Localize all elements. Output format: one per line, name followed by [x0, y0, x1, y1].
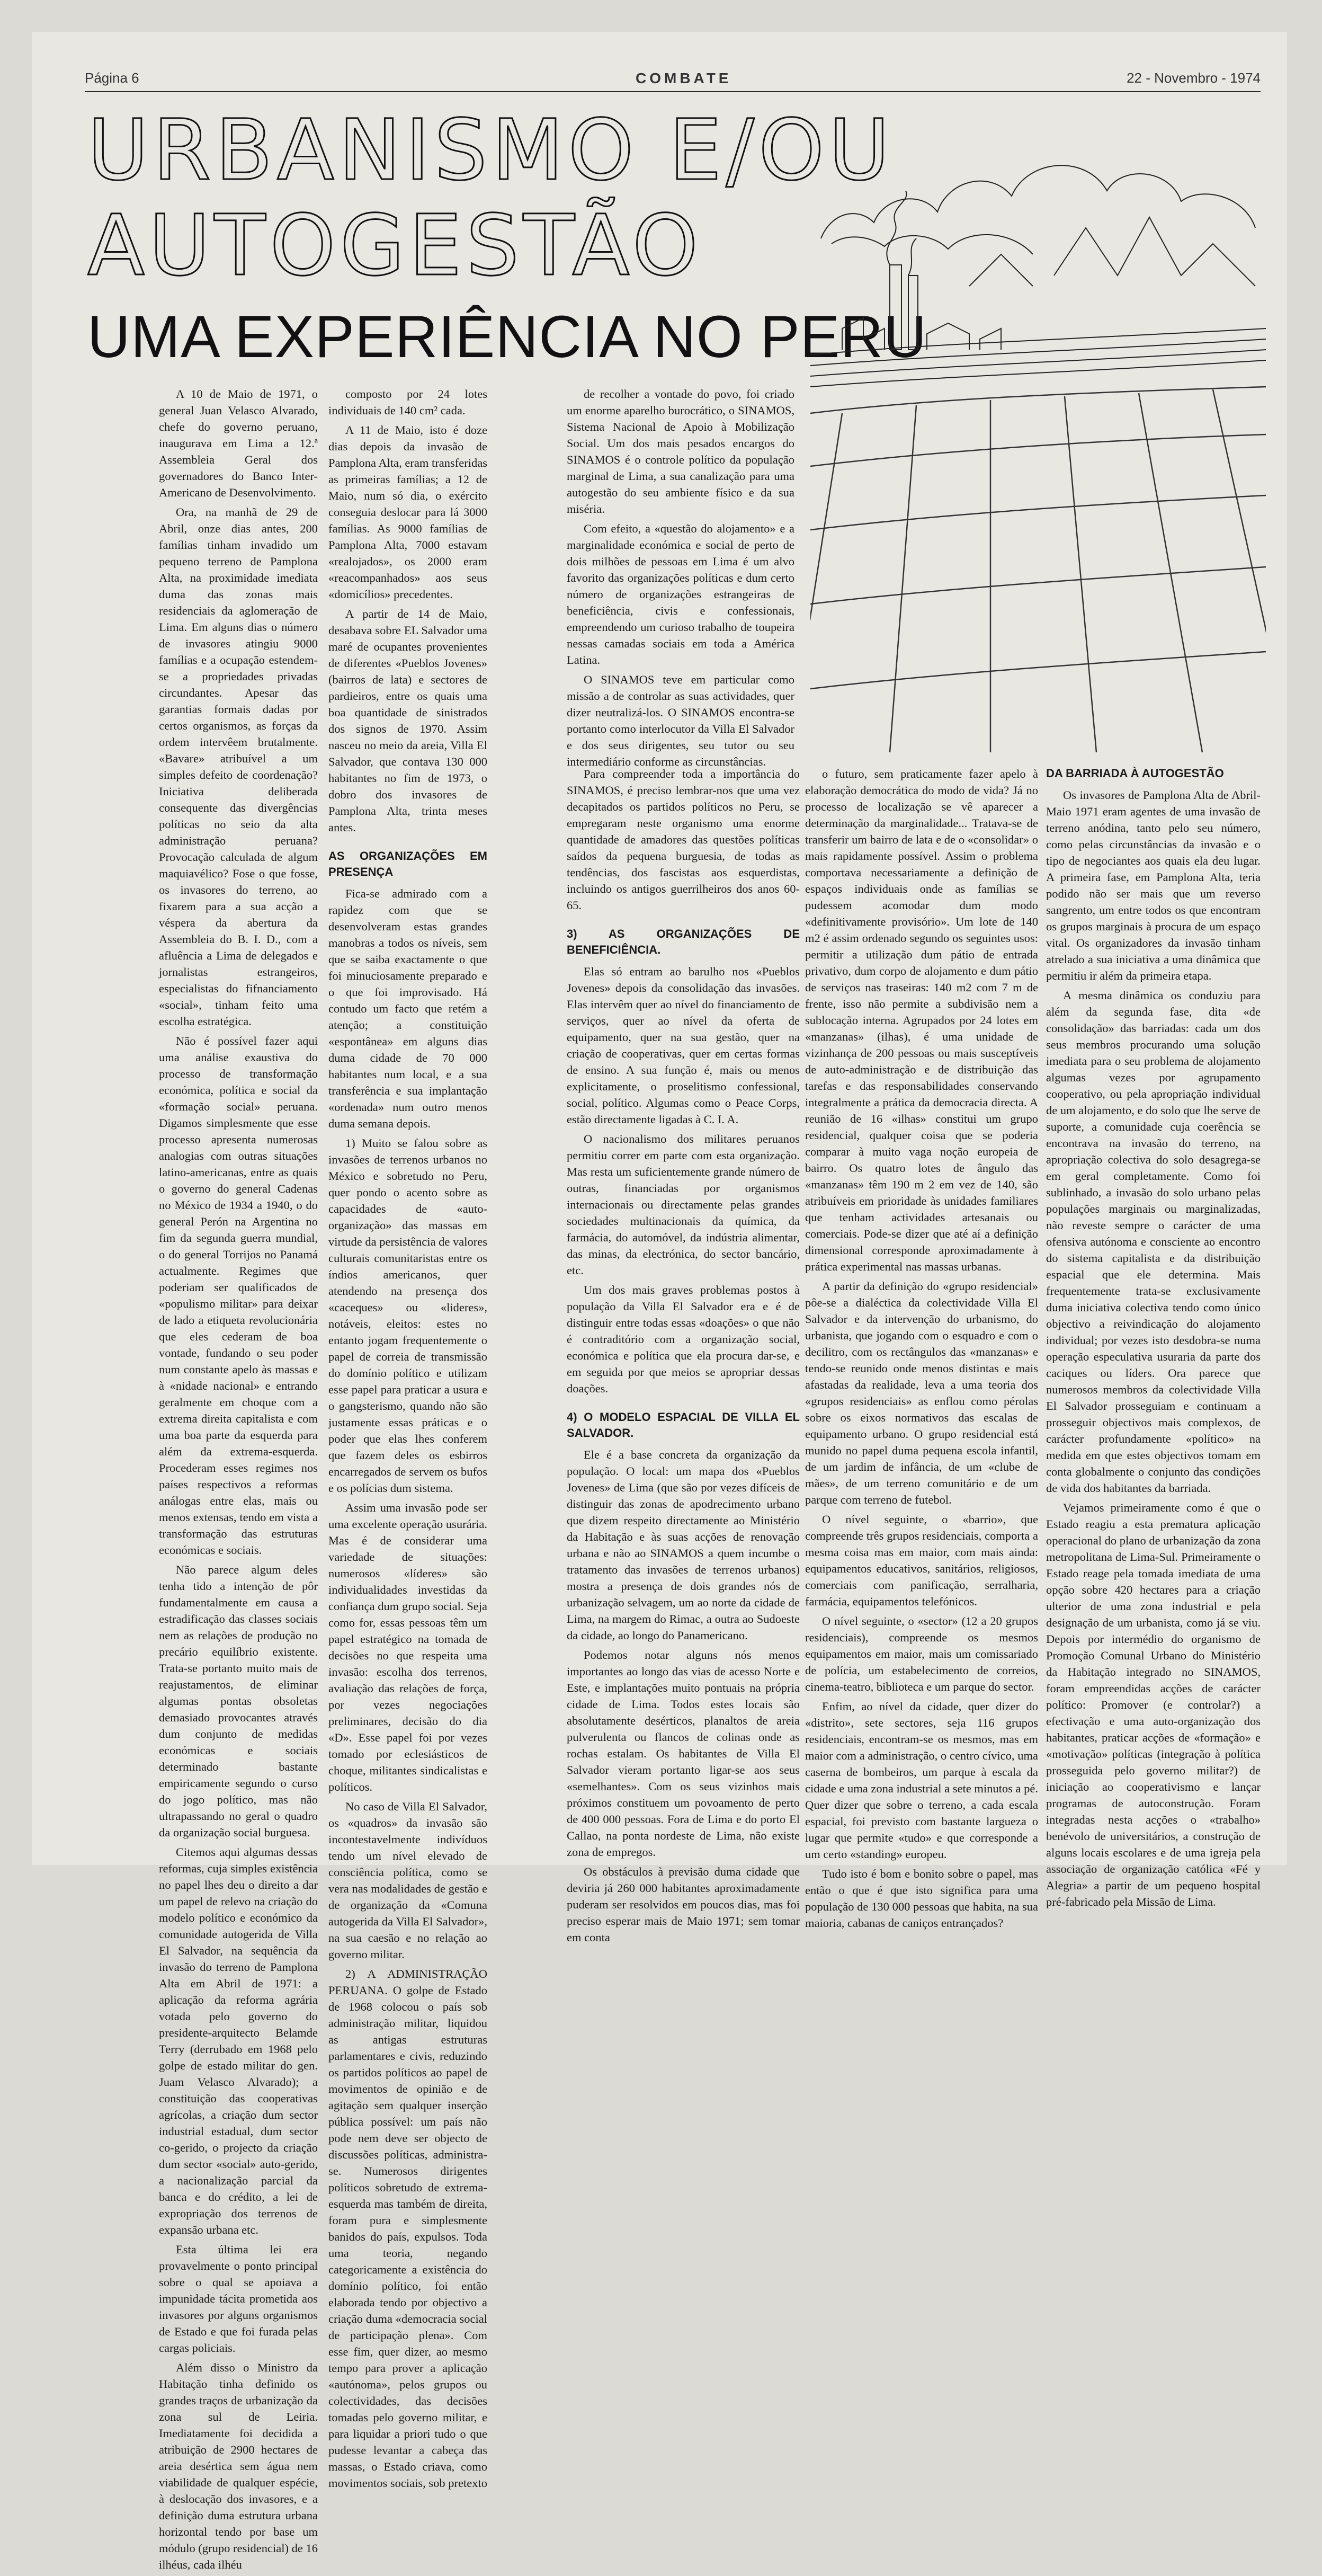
- paragraph: A mesma dinâmica os conduziu para além da segunda fase, dita «de consolidação» das barriadas: cada um dos seus membros procurando uma solução imediata para o seu problema de alojamento algumas vezes por agrupamento cooperativo, ou pela apropriação individual de um alojamento, e do solo que lhe serve de suporte, a comunidade cuja coerência se encontrava na invasão do terreno, na apropriação colectiva do solo desagrega-se em geral completamente. Como foi sublinhado, a invasão do solo urbano pelas populações marginais ou marginalizadas, não reveste sempre o carácter de uma ofensiva autónoma e consciente ao encontro do sistema capitalista e da distribuição espacial que ele determina. Mais frequentemente trata-se exclusivamente duma iniciativa colectiva tendo como único objectivo a reivindicação do alojamento individual; por vezes isto desdobra-se numa operação especulativa usuraria da parte dos caciques ou líders. Ora parece que numerosos membros da colectividade Villa El Salvador prosseguiam e continuam a prosseguir objectivos mais complexos, de carácter profundamente «político» na medida em que estes objectivos tomam em conta globalmente o conjunto das condições de vida dos habitantes da barriada.: [1046, 989, 1261, 1495]
- section-heading: 4) O MODELO ESPACIAL DE VILLA EL SALVADOR.: [567, 1410, 800, 1440]
- paragraph: Fica-se admirado com a rapidez com que se desenvolveram estas grandes manobras a todos os níveis, sem que se saiba exactamente o que foi minuciosamente preparado e o que foi improvisado. Há contudo um facto que retém a atenção; a constituição «espontânea» em alguns dias duma cidade de 70 000 habitantes num local, e a sua transferência e sua implantação «ordenada» num outro menos duma semana depois.: [328, 887, 487, 1130]
- masthead: COMBATE: [636, 70, 732, 86]
- paragraph: A 10 de Maio de 1971, o general Juan Velasco Alvarado, chefe do governo peruano, inaugurava em Lima a 12.ª Assembleia Geral dos governadores do Banco Inter-Americano de Desenvolvimento.: [159, 387, 318, 499]
- paragraph: de recolher a vontade do povo, foi criado um enorme aparelho burocrático, o SINAMOS, Sistema Nacional de Apoio à Mobilização Social. Um dos mais pesados encargos do SINAMOS é o controle político da população marginal de Lima, a sua canalização para uma autogestão do seu ambiente físico e da sua miséria.: [567, 387, 794, 516]
- paragraph: 1) Muito se falou sobre as invasões de terrenos urbanos no México e sobretudo no Peru, quer pondo o acento sobre as capacidades de «auto-organização» das massas em virtude da persistência de valores culturais comunitaristas entre os índios americanos, quer atendendo na presença dos «caceques» ou «lideres», notáveis, eleitos: estes no entanto jogam frequentemente o papel de correia de transmissão do domínio político e utilizam esse papel para praticar a usura e o gangsterismo, quando não são justamente essas práticas e o poder que elas lhes conferem que fazem deles os esbirros encarregados de servem os bufos e os polícias dum sistema.: [328, 1136, 487, 1495]
- paragraph: Ele é a base concreta da organização da população. O local: um mapa dos «Pueblos Jovenes» de Lima (que são por vezes difíceis de distinguir das zonas de apodrecimento urbano que dizem respeito directamente ao Ministério da Habitação e às suas acções de renovação urbana e não ao SINAMOS a quem incumbe o tratamento das invasões de terrenos urbanos) mostra a presença de dois grandes nós de urbanização selvagem, um ao norte da cidade de Lima, na margem do Rimac, a outra ao Sudoeste da cidade, ao longo do Panamericano.: [567, 1448, 800, 1642]
- paragraph: Os obstáculos à previsão duma cidade que deviria já 260 000 habitantes aproximadamente puderam ser resolvidos em poucos dias, mas foi preciso esperar mais de Maio 1971; sem tomar em conta: [567, 1865, 800, 1944]
- paragraph: Não parece algum deles tenha tido a intenção de pôr fundamentalmente em causa a estradificação das classes sociais nem as relações de produção no precário equilíbrio existente. Trata-se portanto muito mais de reajustamentos, de eliminar algumas pontas obsoletas demasiado provocantes através dum conjunto de medidas económicas e sociais determinado bastante empiricamente segundo o curso do jogo político, mas não ultrapassando no geral o quadro da organização social burguesa.: [159, 1563, 318, 1839]
- headline-line-2: AUTOGESTÃO: [87, 197, 703, 295]
- paragraph: Vejamos primeiramente como é que o Estado reagiu a esta prematura aplicação operacional do plano de urbanização da zona metropolitana de Lima-Sul. Primeiramente o Estado reage pela tomada imediata de uma opção sobre 420 hectares para a criação ulterior de uma zona industrial e pela designação de um urbanista, como já se viu. Depois por intermédio do organismo de Promoção Comunal Urbano do Ministério da Habitação integrado no SINAMOS, foram empreendidas acções de carácter político: Promover (e controlar?) a efectivação e uma auto-organização dos habitantes, praticar acções de «formação» e «motivação» políticas (integração à política prosseguida pelo governo militar?) de iniciação ao cooperativismo e lançar programas de autoconstrução. Foram integradas nesta acções o «trabalho» benévolo de universitários, a construção de alguns locais escolares e de uma igreja pela associação de organização católica «Fé y Alegria» a partir de um pequeno hospital pré-fabricado pela Missão de Lima.: [1046, 1501, 1261, 1908]
- paragraph: No caso de Villa El Salvador, os «quadros» da invasão são incontestavelmente indivíduos tendo um nível elevado de consciência política, como se vera nas modalidades de gestão e de organização da «Comuna autogerida da Villa El Salvador», na sua caesão e no relação ao governo militar.: [328, 1800, 487, 1961]
- headline-line-1: URBANISMO E/OU: [87, 102, 894, 199]
- paragraph: Além disso o Ministro da Habitação tinha definido os grandes traços de urbanização da zona sul de Leiria. Imediatamente foi decidida a atribuição de 2900 hectares de areia desértica sem água nem viabilidade de qualquer espécie, à deslocação dos invasores, e a definição duma estrutura urbana horizontal tendo por base um módulo (grupo residencial) de 16 ilhéus, cada ilhéu: [159, 2361, 318, 2571]
- section-heading: 3) AS ORGANIZAÇÕES DE BENEFICIÊNCIA.: [567, 927, 800, 956]
- paragraph: Esta última lei era provavelmente o ponto principal sobre o qual se apoiava a impunidade tácita prometida aos invasores por alguns organismos de Estado e que foi furada pelas cargas policiais.: [159, 2243, 318, 2355]
- paragraph: O SINAMOS teve em particular como missão a de controlar as suas actividades, quer dizer neutralizá-los. O SINAMOS encontra-se portanto como interlocutor da Villa El Salvador e dos seus dirigentes, seu tutor ou seu intermediário conforme as circunstâncias.: [567, 673, 794, 768]
- paragraph: Os invasores de Pamplona Alta de Abril-Maio 1971 eram agentes de uma invasão de terreno anódina, tanto pelo seu número, como pelas circunstâncias da invasão e o tipo de negociantes aos quais ela deu lugar. A primeira fase, em Pamplona Alta, teria podido não ser mais que um reverso sangrento, um entre todos os que encontram os grupos marginais à procura de um espaço vital. Os organizadores da invasão tinham atrelado a sua iniciativa a uma dinâmica que permitiu ir além da primeira etapa.: [1046, 788, 1261, 982]
- paragraph: Tudo isto é bom e bonito sobre o papel, mas então o que é que isto significa para uma população de 130 000 pessoas que habita, na sua maioria, cabanas de caniços entrançados?: [805, 1867, 1038, 1930]
- paragraph: o futuro, sem praticamente fazer apelo à elaboração democrática do modo de vida? Já no processo de localização se vê aparecer a determinação da marginalidade... Tratava-se de transferir um bairro de lata e de o «consolidar» o mais rapidamente possível. Assim o problema comportava necessariamente a definição de espaços individuais onde as famílias se pudessem acomodar dum modo «definitivamente provisório». Um lote de 140 m2 é assim ordenado segundo os seguintes usos: permitir a utilização dum pátio de entrada privativo, dum corpo de alojamento e dum pátio de serviços nas traseiras: 140 m2 com 7 m de frente, isso não permite a subdivisão nem a sublocação interna. Agrupados por 24 lotes em «manzanas» (ilhas), é uma unidade de vizinhança de 200 pessoas ou mais susceptíveis de auto-administração e de distribuição das tarefas e das responsabilidades conservando integralmente a prática da democracia directa. A reunião de 16 «ilhas» constitui um grupo residencial, qualquer coisa que se poderia comparar à muito vaga noção europeia de bairro. Os quatro lotes de ângulo das «manzanas» têm 190 m 2 em vez de 140, são atribuíveis em prioridade às unidades familiares que tenham actividades artesanais ou comerciais. Pode-se dizer que até aí a definição dimensional corresponde aproximadamente à prática experimental nas massas urbanas.: [805, 767, 1038, 1273]
- article-column-4: [567, 766, 800, 1949]
- article-column-1: [159, 386, 318, 2576]
- issue-date: 22 - Novembro - 1974: [1127, 70, 1261, 86]
- paragraph: Elas só entram ao barulho nos «Pueblos Jovenes» depois da consolidação das invasões. Elas intervêm quer ao nível do financiamento de serviços, quer ao nível da oferta de equipamento, quer na sua gestão, quer na criação de cooperativas, quer em certas formas de ensino. A sua função é, mais ou menos explicitamente, o proselitismo confessional, social, político. Algumas como o Peace Corps, estão directamente ligadas à C. I. A.: [567, 965, 800, 1126]
- paragraph: Não é possível fazer aqui uma análise exaustiva do processo de transformação económica, política e social da «formação social» peruana. Digamos simplesmente que esse processo apresenta numerosas analogias com outras situações latino-americanas, entre as quais o governo do general Cadenas no México de 1934 a 1940, o do general Perón na Argentina no fim da segunda guerra mundial, o do general Torrijos no Panamá actualmente. Regimes que poderiam ser qualificados de «populismo militar» para deixar de lado a etiqueta revolucionária que eles cederam de boa vontade, fundando o seu poder num constante apelo às massas e à «nidade nacional» e entrando geralmente em choque com a extrema direita capitalista e com uma boa parte da esquerda para além da extrema-esquerda. Procederam esses regimes nos países respectivos a reformas análogas entre elas, mais ou menos extensas, tendo em vista a transformação das estruturas económicas e sociais.: [159, 1034, 318, 1557]
- paragraph: 2) A ADMINISTRAÇÃO PERUANA. O golpe de Estado de 1968 colocou o país sob administração militar, liquidou as antigas estruturas parlamentares e civis, reduzindo os partidos políticos ao papel de movimentos de opinião e de agitação sem qualquer inserção pública possível: um país não pode nem deve ser objecto de discussões políticas, administra- se. Numerosos dirigentes políticos sobretudo de extrema-esquerda mas também de direita, foram pura e simplesmente banidos do país, expulsos. Toda uma teoria, negando categoricamente a existência do domínio político, foi então elaborada tendo por objectivo a criação duma «democracia social de participação plena». Com esse fim, quer dizer, ao mesmo tempo para prover a aplicação «autónoma», pelos grupos ou colectividades, das decisões tomadas pelo governo militar, e para liquidar a priori tudo o que pudesse levantar a cabeça das massas, o Estado criava, como movimentos sociais, sob pretexto: [328, 1967, 487, 2490]
- paragraph: Assim uma invasão pode ser uma excelente operação usurária. Mas é de considerar uma variedade de situações: numerosos «líderes» são individualidades investidas da confiança dum grupo social. Seja como for, essas pessoas têm um papel estratégico na tomada de decisões no que respeita uma invasão: escolha dos terrenos, avaliação das relações de força, por vezes negociações preliminares, decisão do dia «D». Esse papel foi por vezes tomado por eclesiásticos de choque, militantes sindicalistas e políticos.: [328, 1501, 487, 1793]
- cityscape-grid-drawing: [810, 117, 1266, 752]
- paragraph: O nacionalismo dos militares peruanos permitiu correr em parte com esta organização. Mas resta um suficientemente grande número de outras, financiadas por organismos internacionais ou directamente pelas grandes sociedades multinacionais da química, da farmácia, do automóvel, da indústria alimentar, das minas, da electrónica, do sector bancário, etc.: [567, 1132, 800, 1277]
- paragraph: composto por 24 lotes individuais de 140 cm² cada.: [328, 387, 487, 417]
- article-column-3: [567, 386, 794, 773]
- paragraph: Um dos mais graves problemas postos à população da Villa El Salvador era e é de distinguir entre todas essas «doações» o que não é contraditório com a organização social, económica e política que ela procura dar-se, e em seguida por que meios se apropriar dessas doações.: [567, 1283, 800, 1395]
- paragraph: Para compreender toda a importância do SINAMOS, é preciso lembrar-nos que uma vez decapitados os partidos políticos no Peru, se empregaram neste organismo uma enorme quantidade de amadores das questões políticas saídos da pequena burguesia, de todas as tendências, dos fascistas aos esquerdistas, incluindo os antigos guerrilheiros dos anos 60-65.: [567, 767, 800, 912]
- paragraph: Com efeito, a «questão do alojamento» e a marginalidade económica e social de perto de dois milhões de pessoas em Lima é um alvo favorito das organizações políticas e dum certo número de organizações estrangeiras de beneficiência, civis e confessionais, empreendendo um curioso trabalho de toupeira nessas camadas sociais em toda a América Latina.: [567, 522, 794, 667]
- page-number: Página 6: [85, 70, 139, 86]
- paragraph: O nível seguinte, o «barrio», que compreende três grupos residenciais, comporta a mesma coisa mas em maior, com mais ainda: equipamentos educativos, sanitários, religiosos, comerciais com panificação, serralharia, farmácia, equipamentos telefónicos.: [805, 1513, 1038, 1608]
- paragraph: Citemos aqui algumas dessas reformas, cuja simples existência no papel lhes deu o direito a dar um papel de relevo na criação do modelo político e económico da comunidade autogerida de Villa El Salvador, na sequência da invasão do terreno de Pamplona Alta em Abril de 1971: a aplicação da reforma agrária votada pelo governo do presidente-arquitecto Belamde Terry (derrubado em 1968 pelo golpe de estado militar do gen. Juam Velasco Alvarado); a constituição das cooperativas agrícolas, a criação dum sector industrial estadual, dum sector co-gerido, o projecto da criação dum sector «social» auto-gerido, a nacionalização parcial da banca e do crédito, a lei de expropriação dos terrenos de expansão urbana etc.: [159, 1845, 318, 2236]
- paragraph: O nível seguinte, o «sector» (12 a 20 grupos residenciais), compreende os mesmos equipamentos em maior, mais um comissariado de polícia, um estabelecimento de correios, cinema-teatro, biblioteca e um parque do sector.: [805, 1614, 1038, 1693]
- article-column-2: [328, 386, 487, 2494]
- section-heading: DA BARRIADA À AUTOGESTÃO: [1046, 767, 1224, 780]
- paragraph: Enfim, ao nível da cidade, quer dizer do «distrito», sete sectores, seja 116 grupos residenciais, encontram-se os mesmos, mas em maior com a administração, o centro cívico, uma caserna de bombeiros, um parque à escala da cidade e uma zona industrial a sete minutos a pé. Quer dizer que sobre o terreno, a cada escala espacial, foi previsto com bastante largueza o lugar que permite «tudo» e que corresponde a um certo «standing» europeu.: [805, 1700, 1038, 1861]
- article-column-5: [805, 766, 1038, 1934]
- article-column-6: [1046, 766, 1261, 1913]
- page-header: [85, 70, 1261, 91]
- paragraph: A 11 de Maio, isto é doze dias depois da invasão de Pamplona Alta, eram transferidas as primeiras famílias; a 12 de Maio, num só dia, o exército conseguia deslocar para lá 3000 famílias. As 9000 famílias de Pamplona Alta, 7000 estavam «realojados», os 2000 eram «reacompanhados» aos seus «domicílios» precedentes.: [328, 423, 487, 601]
- paragraph: A partir da definição do «grupo residencial» pôe-se a dialéctica da colectividade Villa El Salvador e da intervenção do urbanismo, do urbanista, que jogando com o esquadro e com o decilitro, com os rectângulos das «manzanas» e tendo-se reunido onde menos distintas e mais afastadas da realidade, leva a uma teoria dos «grupos residenciais» as enflou como pérolas sobre os eixos normativos das escalas de equipamento urbano. O grupo residencial está munido no papel duma pequena escola infantil, de um jardim de infância, de um «clube de mães», de um terreno comunitário e de um parque com terreno de futebol.: [805, 1280, 1038, 1506]
- header-rule: [85, 91, 1261, 92]
- section-heading: AS ORGANIZAÇÕES EM PRESENÇA: [328, 849, 487, 878]
- subheadline: UMA EXPERIÊNCIA NO PERU: [87, 304, 927, 370]
- paragraph: Podemos notar alguns nós menos importantes ao longo das vias de acesso Norte e Este, e implantações muito pontuais na própria cidade de Lima. Todos estes locais são absolutamente desérticos, planaltos de areia pulverulenta ou flancos de colinas onde as rochas estalam. Os habitantes de Villa El Salvador vieram portanto ligar-se aos seus «semelhantes». Com os seus vizinhos mais próximos constituem um povoamento de perto de 400 000 pessoas. Fora de Lima e do porto El Callao, na ponta nordeste de Lima, não existe zona de empregos.: [567, 1648, 800, 1859]
- paragraph: A partir de 14 de Maio, desabava sobre EL Salvador uma maré de ocupantes provenientes de diferentes «Pueblos Jovenes» (bairros de lata) e sectores de pardieiros, entre os quais uma boa quantidade de sinistrados dos signos de 1970. Assim nasceu no meio da areia, Villa El Salvador, que contava 130 000 habitantes no fim de 1973, o dobro dos invasores de Pamplona Alta, trinta meses antes.: [328, 607, 487, 834]
- paragraph: Ora, na manhã de 29 de Abril, onze dias antes, 200 famílias tinham invadido um pequeno terreno de Pamplona Alta, na proximidade imediata duma das zonas mais residenciais da aglomeração de Lima. Em alguns dias o número de invasores atingiu 9000 famílias e a ocupação estendem-se a propriedades privadas circundantes. Apesar das garantias formais dadas por certos organismos, as forças da ordem intervêem brutalmente. «Bavare» atribuível a um simples defeito de coordenação? Iniciativa deliberada consequente das divergências políticas no seio da alta administração peruana? Provocação calculada de algum maquiavélico? Fose o que fosse, os invasores do terreno, ao fixarem para a sua acção a véspera da abertura da Assembleia do B. I. D., com a afluência a Lima de delegados e jornalistas estrangeiros, especialistas do fifnanciamento «social», tinham feito uma escolha estratégica.: [159, 505, 318, 1028]
